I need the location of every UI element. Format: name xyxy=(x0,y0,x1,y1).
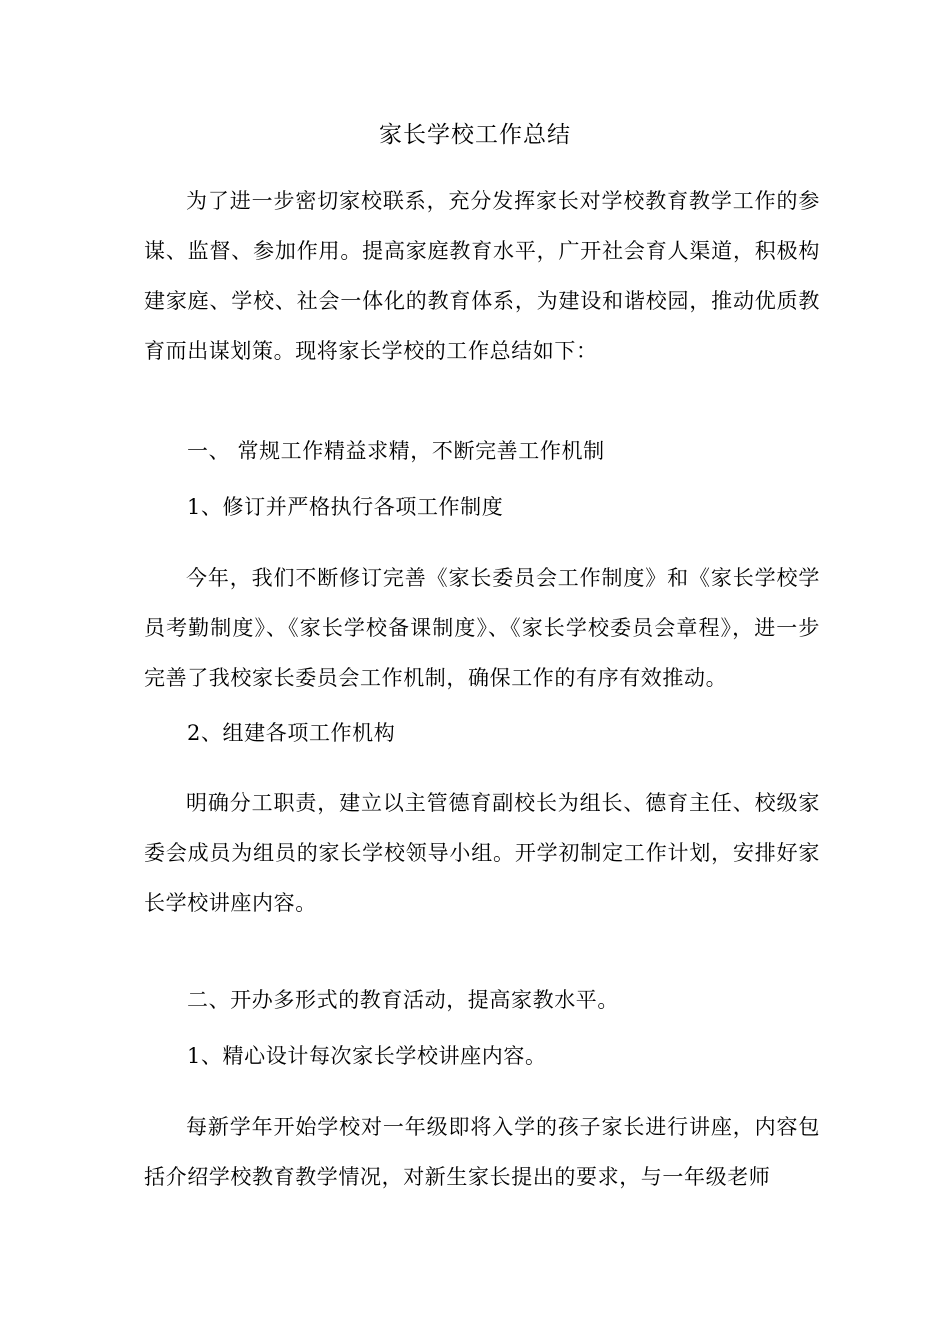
section-1-sub-1-body: 今年，我们不断修订完善《家长委员会工作制度》和《家长学校学员考勤制度》、《家长学校备课制度》、《家长学校委员会章程》，进一步完善了我校家长委员会工作机制，确保工作的有序有效推动。 xyxy=(144,566,820,690)
section-1-sub-2-heading: 2、组建各项工作机构 xyxy=(187,721,396,745)
section-2-heading: 二、开办多形式的教育活动，提高家教水平。 xyxy=(187,988,619,1012)
section-1-sub-2-body: 明确分工职责，建立以主管德育副校长为组长、德育主任、校级家委会成员为组员的家长学校领导小组。开学初制定工作计划，安排好家长学校讲座内容。 xyxy=(144,791,820,915)
intro-paragraph: 为了进一步密切家校联系，充分发挥家长对学校教育教学工作的参谋、监督、参加作用。提高家庭教育水平，广开社会育人渠道，积极构建家庭、学校、社会一体化的教育体系，为建设和谐校园，推动优质教育而出谋划策。现将家长学校的工作总结如下： xyxy=(144,189,820,363)
document-title: 家长学校工作总结 xyxy=(379,122,571,148)
section-2-sub-1-body: 每新学年开始学校对一年级即将入学的孩子家长进行讲座，内容包括介绍学校教育教学情况，对新生家长提出的要求，与一年级老师 xyxy=(144,1115,820,1189)
section-1-heading: 一、 常规工作精益求精，不断完善工作机制 xyxy=(187,439,605,463)
section-2-sub-1-heading: 1、精心设计每次家长学校讲座内容。 xyxy=(187,1044,547,1068)
section-1-sub-1-heading: 1、修订并严格执行各项工作制度 xyxy=(187,495,504,519)
